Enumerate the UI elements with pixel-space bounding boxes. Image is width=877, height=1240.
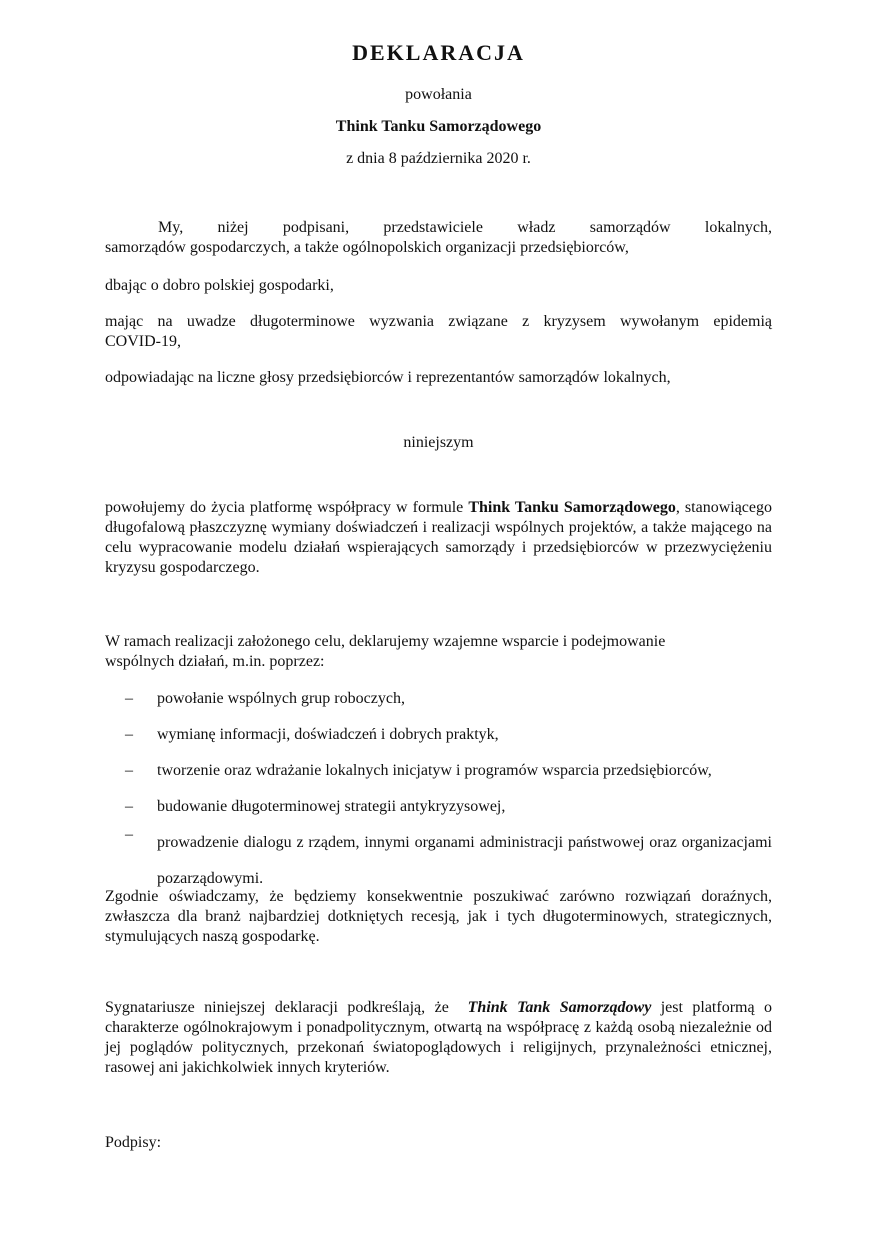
organization-name: Think Tanku Samorządowego: [335, 118, 542, 135]
document-subtitle: powołania: [405, 86, 472, 103]
preamble-paragraph-1: [105, 218, 772, 258]
list-item-text: powołanie wspólnych grup roboczych,: [157, 690, 405, 707]
dash-bullet-icon: –: [125, 798, 133, 815]
document-date: z dnia 8 października 2020 r.: [346, 150, 531, 167]
signatories-text-end: jest platformą o charakterze ogólnokrajowym i ponadpolitycznym, otwartą na współpracę z każdą osobą niezależnie od jej poglądów politycznych, przekonań światopoglądowych i religijnych, przynależności etnicznej, rasowej ani jakichkolwiek innych kryteriów.: [105, 999, 773, 1076]
commitment-paragraph: Zgodnie oświadczamy, że będziemy konsekwentnie poszukiwać zarówno rozwiązań doraźnych, zwłaszcza dla branż najbardziej dotkniętych recesją, jak i tych długoterminowych, strategicznych, stymulujących naszą gospodarkę.: [105, 888, 772, 945]
dash-bullet-icon: –: [125, 690, 133, 707]
preamble-p3-line2: COVID-19,: [105, 333, 181, 350]
preamble-paragraph-3: [105, 312, 772, 352]
list-item-text: tworzenie oraz wdrażanie lokalnych inicjatyw i programów wsparcia przedsiębiorców,: [157, 762, 712, 779]
goals-list: [105, 689, 772, 897]
establishment-bold-name: Think Tanku Samorządowego: [468, 499, 676, 516]
list-item-text: budowanie długoterminowej strategii antykryzysowej,: [157, 798, 506, 815]
preamble-paragraph-4: odpowiadając na liczne głosy przedsiębiorców i reprezentantów samorządów lokalnych,: [105, 369, 671, 386]
document-title: DEKLARACJA: [352, 40, 525, 65]
preamble-p1-line2: samorządów gospodarczych, a także ogólnopolskich organizacji przedsiębiorców,: [105, 239, 629, 256]
niniejszym-heading: niniejszym: [403, 434, 474, 451]
list-item-text: prowadzenie dialogu z rządem, innymi organami administracji państwowej oraz organizacjami pozarządowymi.: [157, 834, 772, 887]
goals-intro-line1: W ramach realizacji założonego celu, deklarujemy wzajemne wsparcie i podejmowanie: [105, 633, 666, 650]
goals-intro-line2: wspólnych działań, m.in. poprzez:: [105, 653, 325, 670]
preamble-p3-line1: mając na uwadze długoterminowe wyzwania związane z kryzysem wywołanym epidemią: [105, 313, 772, 330]
list-item-text: wymianę informacji, doświadczeń i dobrych praktyk,: [157, 726, 499, 743]
list-item: [105, 761, 772, 781]
signatories-paragraph: [105, 998, 772, 1078]
list-item: [105, 797, 772, 817]
dash-bullet-icon: –: [125, 762, 133, 779]
signatories-text-start: Sygnatariusze niniejszej deklaracji podkreślają, że: [105, 999, 468, 1016]
dash-bullet-icon: –: [125, 726, 133, 743]
signatories-bold-italic-name: Think Tank Samorządowy: [467, 999, 652, 1016]
signatures-label: Podpisy:: [105, 1134, 162, 1151]
establishment-text-end: , stanowiącego długofalową płaszczyznę wymiany doświadczeń i realizacji wspólnych projektów, a także mającego na celu wypracowanie modelu działań wspierających samorządy i przedsiębiorców w przezwyciężeniu kryzysu gospodarczego.: [105, 499, 772, 576]
establishment-text-start: powołujemy do życia platformę współpracy w formule: [105, 499, 469, 516]
dash-bullet-icon: –: [125, 826, 133, 843]
list-item: [105, 689, 772, 709]
preamble-paragraph-2: dbając o dobro polskiej gospodarki,: [105, 277, 334, 294]
goals-intro: [105, 632, 772, 672]
list-item: [105, 725, 772, 745]
preamble-p1-line1: My, niżej podpisani, przedstawiciele władz samorządów lokalnych,: [158, 219, 772, 236]
establishment-paragraph: [105, 498, 772, 578]
